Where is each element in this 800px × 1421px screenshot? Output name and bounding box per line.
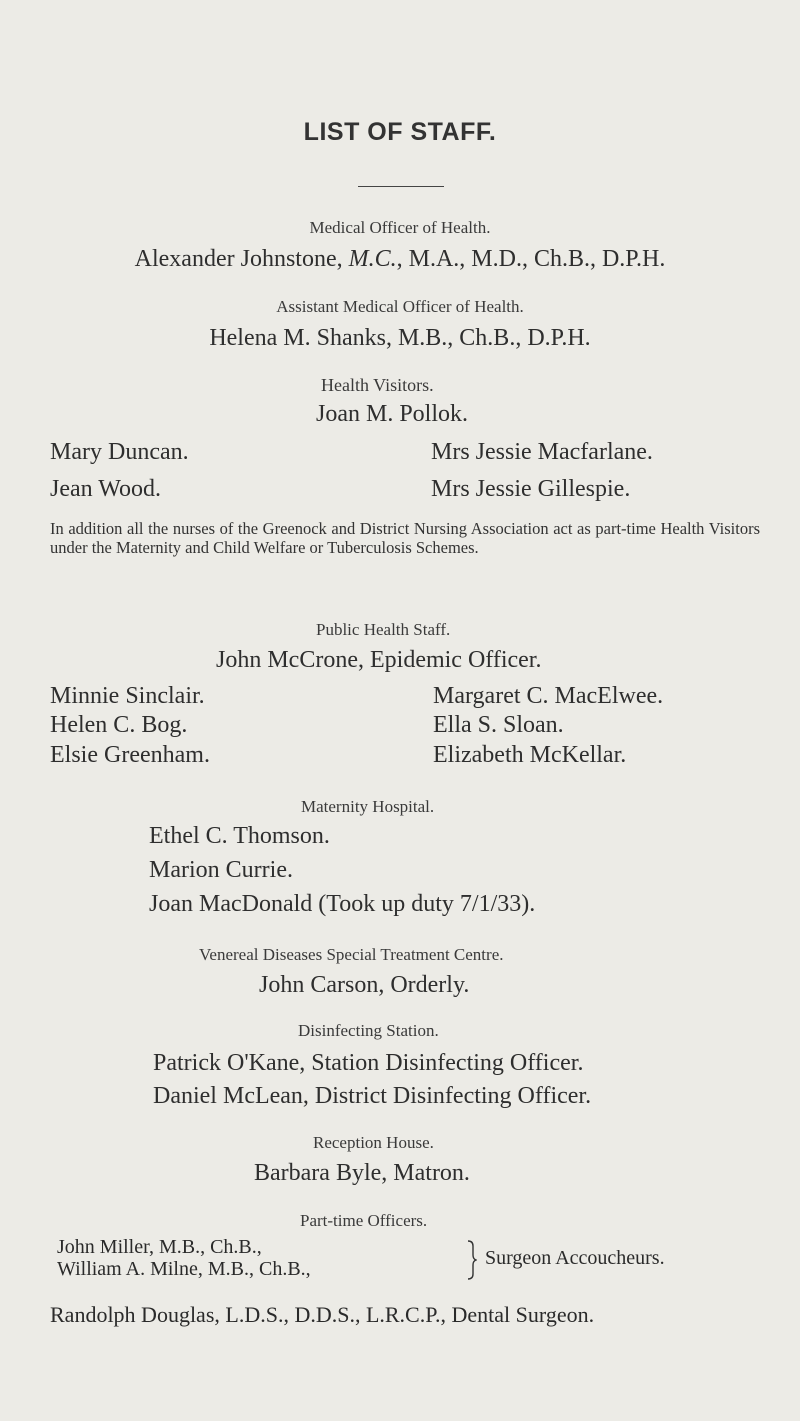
- reception-heading: Reception House.: [313, 1133, 434, 1152]
- part-time-name: William A. Milne, M.B., Ch.B.,: [57, 1258, 311, 1280]
- health-visitor-left: Mary Duncan.: [50, 439, 189, 465]
- disinfecting-name: Daniel McLean, District Disinfecting Officer.: [153, 1083, 592, 1109]
- public-health-left: Minnie Sinclair.: [50, 683, 205, 709]
- moh-heading: Medical Officer of Health.: [309, 218, 491, 237]
- disinfecting-heading: Disinfecting Station.: [298, 1021, 439, 1040]
- reception-name: Barbara Byle, Matron.: [254, 1160, 470, 1186]
- maternity-heading: Maternity Hospital.: [301, 797, 435, 816]
- health-visitor-left: Jean Wood.: [50, 476, 161, 502]
- public-health-left: Elsie Greenham.: [50, 742, 210, 768]
- health-visitor-center: Joan M. Pollok.: [316, 401, 469, 427]
- public-health-heading: Public Health Staff.: [316, 620, 451, 639]
- part-time-role: Surgeon Accoucheurs.: [485, 1247, 665, 1269]
- maternity-name: Joan MacDonald (Took up duty 7/1/33).: [149, 891, 536, 917]
- vd-name: John Carson, Orderly.: [259, 972, 470, 998]
- brace-icon: [465, 1240, 477, 1280]
- amoh-heading: Assistant Medical Officer of Health.: [276, 297, 524, 316]
- public-health-right: Ella S. Sloan.: [433, 712, 564, 738]
- health-visitors-note: In addition all the nurses of the Greenock and District Nursing Association act as part-time Health Visitors under the Maternity and Child Welfare or Tuberculosis Schemes.: [50, 519, 760, 557]
- public-health-right: Elizabeth McKellar.: [433, 742, 627, 768]
- disinfecting-name: Patrick O'Kane, Station Disinfecting Officer.: [153, 1050, 584, 1076]
- maternity-name: Ethel C. Thomson.: [149, 823, 330, 849]
- health-visitor-right: Mrs Jessie Macfarlane.: [431, 439, 653, 465]
- moh-name: Alexander Johnstone, M.C., M.A., M.D., Ch.B., D.P.H.: [134, 246, 666, 272]
- moh-honour: M.C.: [348, 246, 397, 272]
- public-health-center: John McCrone, Epidemic Officer.: [216, 647, 542, 673]
- part-time-heading: Part-time Officers.: [300, 1211, 428, 1230]
- public-health-left: Helen C. Bog.: [50, 712, 188, 738]
- page-title: LIST OF STAFF.: [303, 118, 497, 146]
- public-health-right: Margaret C. MacElwee.: [433, 683, 664, 709]
- amoh-name: Helena M. Shanks, M.B., Ch.B., D.P.H.: [209, 325, 591, 351]
- title-rule: [358, 186, 444, 187]
- part-time-name: John Miller, M.B., Ch.B.,: [57, 1236, 262, 1258]
- dental-surgeon: Randolph Douglas, L.D.S., D.D.S., L.R.C.P., Dental Surgeon.: [50, 1302, 595, 1327]
- vd-heading: Venereal Diseases Special Treatment Centre.: [199, 945, 504, 964]
- health-visitors-heading: Health Visitors.: [321, 375, 434, 395]
- health-visitor-right: Mrs Jessie Gillespie.: [431, 476, 631, 502]
- maternity-name: Marion Currie.: [149, 857, 293, 883]
